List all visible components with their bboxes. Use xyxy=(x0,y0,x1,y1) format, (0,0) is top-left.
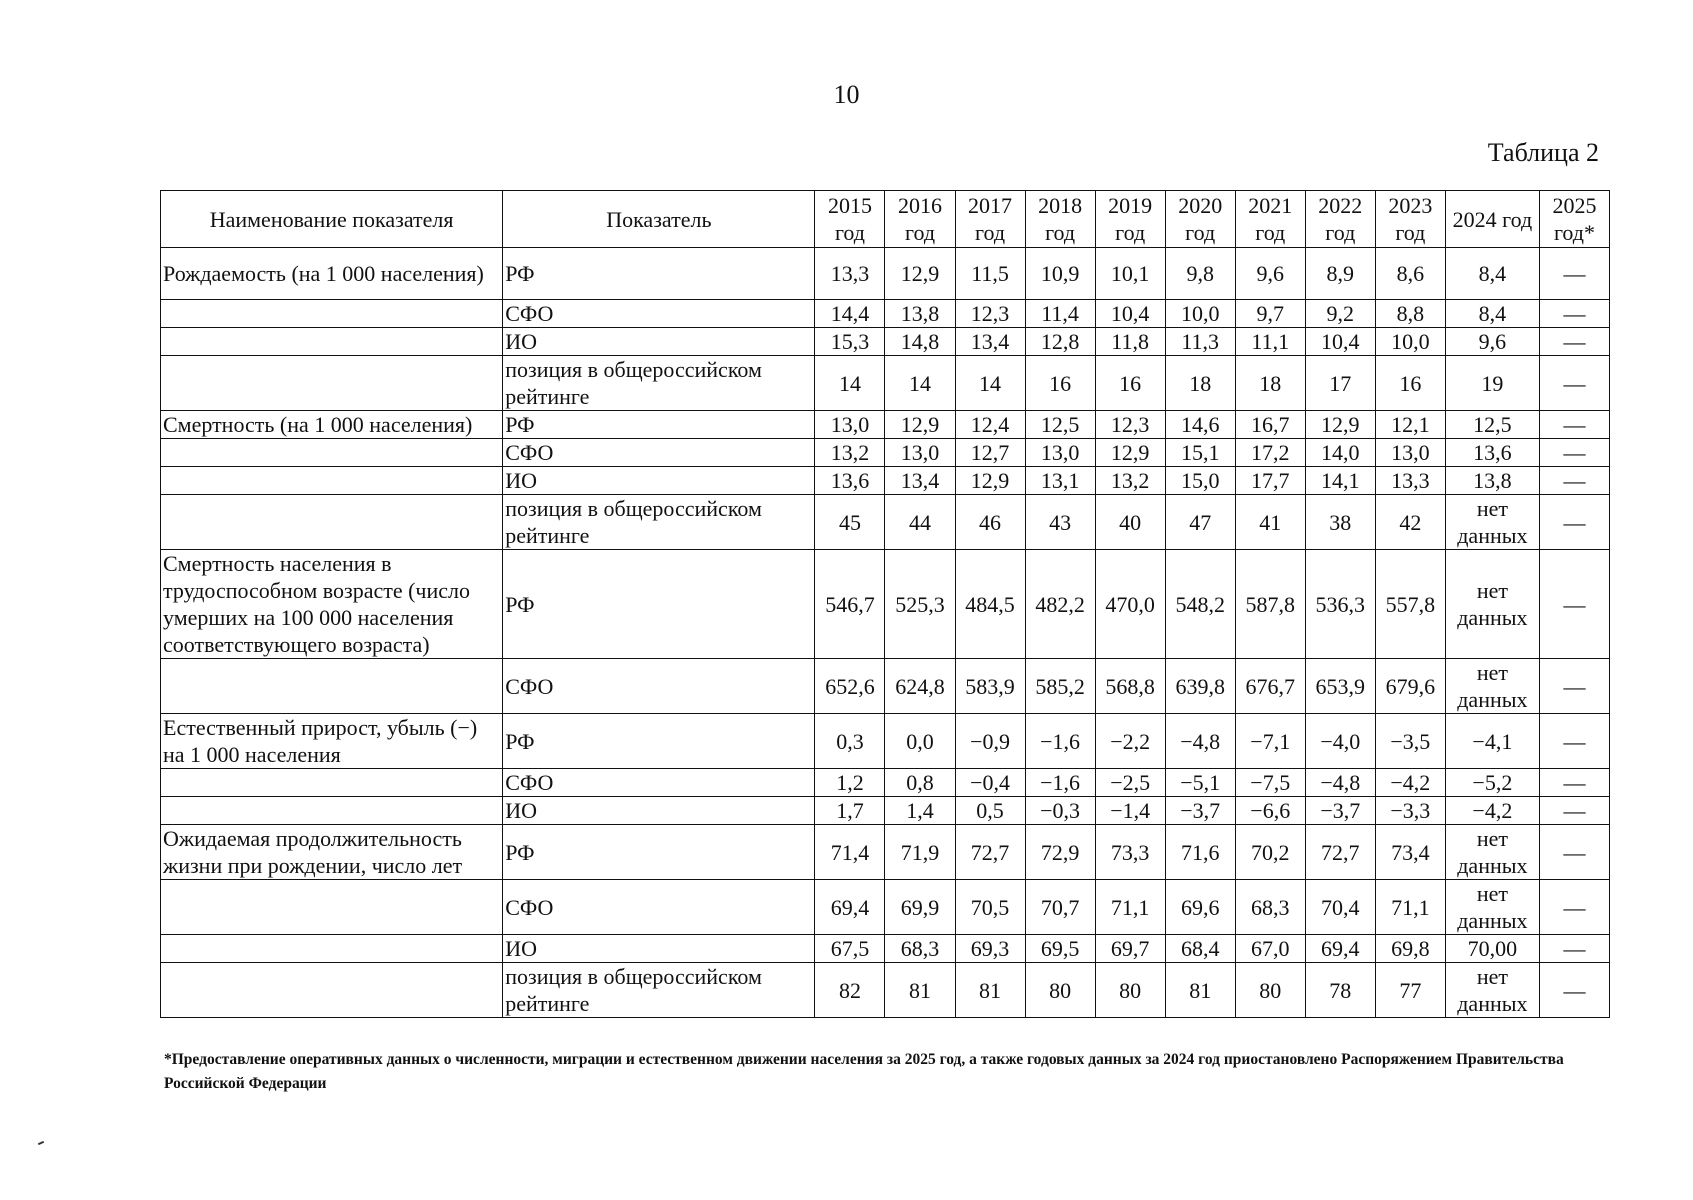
table-cell: 73,3 xyxy=(1095,825,1165,880)
row-indicator: позиция в общероссийском рейтинге xyxy=(503,963,815,1018)
table-cell: 11,5 xyxy=(955,248,1025,300)
table-cell: 9,6 xyxy=(1445,328,1539,356)
table-cell: 484,5 xyxy=(955,550,1025,659)
table-cell: 13,4 xyxy=(955,328,1025,356)
table-cell: 13,0 xyxy=(885,439,955,467)
table-cell: −0,3 xyxy=(1025,797,1095,825)
row-indicator-name xyxy=(161,659,503,714)
table-row xyxy=(161,880,1610,935)
table-cell: −2,5 xyxy=(1095,769,1165,797)
table-cell: −5,2 xyxy=(1445,769,1539,797)
table-cell: −3,5 xyxy=(1375,714,1445,769)
table-cell: нет данных xyxy=(1445,963,1539,1018)
row-indicator-name xyxy=(161,328,503,356)
row-indicator: СФО xyxy=(503,769,815,797)
table-cell: — xyxy=(1539,825,1609,880)
table-cell: 42 xyxy=(1375,495,1445,550)
table-cell: −4,8 xyxy=(1165,714,1235,769)
table-cell: 557,8 xyxy=(1375,550,1445,659)
row-indicator-name: Смертность населения в трудоспособном возрасте (число умерших на 100 000 населения соответствующего возраста) xyxy=(161,550,503,659)
table-cell: 70,2 xyxy=(1235,825,1305,880)
table-cell: 71,1 xyxy=(1095,880,1165,935)
table-cell: 482,2 xyxy=(1025,550,1095,659)
row-indicator-name xyxy=(161,300,503,328)
table-cell: 12,9 xyxy=(885,411,955,439)
table-cell: 9,8 xyxy=(1165,248,1235,300)
table-cell: 12,1 xyxy=(1375,411,1445,439)
table-cell: 69,4 xyxy=(1305,935,1375,963)
table-cell: 81 xyxy=(1165,963,1235,1018)
table-cell: 13,1 xyxy=(1025,467,1095,495)
table-cell: 13,2 xyxy=(815,439,885,467)
table-cell: 676,7 xyxy=(1235,659,1305,714)
table-row xyxy=(161,248,1610,300)
table-cell: 15,3 xyxy=(815,328,885,356)
table-cell: — xyxy=(1539,495,1609,550)
table-cell: 72,7 xyxy=(1305,825,1375,880)
table-cell: 568,8 xyxy=(1095,659,1165,714)
table-cell: 13,6 xyxy=(815,467,885,495)
table-cell: 43 xyxy=(1025,495,1095,550)
table-cell: 12,4 xyxy=(955,411,1025,439)
table-cell: 9,2 xyxy=(1305,300,1375,328)
header-year: 2022 год xyxy=(1305,191,1375,248)
table-cell: 70,00 xyxy=(1445,935,1539,963)
table-cell: 0,3 xyxy=(815,714,885,769)
table-cell: 11,3 xyxy=(1165,328,1235,356)
table-cell: 80 xyxy=(1235,963,1305,1018)
table-cell: нет данных xyxy=(1445,880,1539,935)
table-cell: 587,8 xyxy=(1235,550,1305,659)
table-cell: 1,7 xyxy=(815,797,885,825)
header-year: 2016 год xyxy=(885,191,955,248)
table-cell: нет данных xyxy=(1445,550,1539,659)
table-row xyxy=(161,714,1610,769)
table-cell: 18 xyxy=(1235,356,1305,411)
table-cell: 16 xyxy=(1025,356,1095,411)
statistics-table xyxy=(160,190,1610,1018)
row-indicator: РФ xyxy=(503,550,815,659)
table-cell: 585,2 xyxy=(1025,659,1095,714)
table-cell: 70,7 xyxy=(1025,880,1095,935)
table-row xyxy=(161,769,1610,797)
table-cell: 15,0 xyxy=(1165,467,1235,495)
table-cell: 17,7 xyxy=(1235,467,1305,495)
row-indicator: позиция в общероссийском рейтинге xyxy=(503,495,815,550)
table-cell: 11,1 xyxy=(1235,328,1305,356)
table-cell: 14,1 xyxy=(1305,467,1375,495)
table-cell: −0,4 xyxy=(955,769,1025,797)
table-cell: 70,5 xyxy=(955,880,1025,935)
header-indicator-name: Наименование показателя xyxy=(161,191,503,248)
table-cell: — xyxy=(1539,300,1609,328)
table-cell: 1,2 xyxy=(815,769,885,797)
table-cell: 12,5 xyxy=(1025,411,1095,439)
table-cell: 679,6 xyxy=(1375,659,1445,714)
table-row xyxy=(161,797,1610,825)
table-cell: нет данных xyxy=(1445,495,1539,550)
table-cell: 13,3 xyxy=(815,248,885,300)
table-cell: 69,8 xyxy=(1375,935,1445,963)
table-cell: 8,6 xyxy=(1375,248,1445,300)
table-cell: нет данных xyxy=(1445,659,1539,714)
table-cell: 10,0 xyxy=(1375,328,1445,356)
table-caption: Таблица 2 xyxy=(1487,138,1599,167)
row-indicator: СФО xyxy=(503,659,815,714)
header-year: 2021 год xyxy=(1235,191,1305,248)
table-cell: 16 xyxy=(1375,356,1445,411)
table-cell: 13,4 xyxy=(885,467,955,495)
table-cell: 8,9 xyxy=(1305,248,1375,300)
table-cell: 10,0 xyxy=(1165,300,1235,328)
table-cell: 47 xyxy=(1165,495,1235,550)
table-row xyxy=(161,300,1610,328)
row-indicator-name xyxy=(161,467,503,495)
table-cell: 67,0 xyxy=(1235,935,1305,963)
table-cell: 12,9 xyxy=(955,467,1025,495)
scan-mark xyxy=(38,1141,44,1145)
table-cell: −1,6 xyxy=(1025,769,1095,797)
table-cell: 11,4 xyxy=(1025,300,1095,328)
table-cell: 12,5 xyxy=(1445,411,1539,439)
table-cell: 81 xyxy=(955,963,1025,1018)
table-cell: 8,4 xyxy=(1445,248,1539,300)
table-cell: 9,7 xyxy=(1235,300,1305,328)
row-indicator: ИО xyxy=(503,797,815,825)
table-cell: 72,7 xyxy=(955,825,1025,880)
table-cell: — xyxy=(1539,356,1609,411)
table-cell: 13,2 xyxy=(1095,467,1165,495)
table-cell: 18 xyxy=(1165,356,1235,411)
table-cell: 13,0 xyxy=(815,411,885,439)
header-year: 2023 год xyxy=(1375,191,1445,248)
table-cell: 17,2 xyxy=(1235,439,1305,467)
header-year: 2015 год xyxy=(815,191,885,248)
table-cell: −3,7 xyxy=(1165,797,1235,825)
table-row xyxy=(161,439,1610,467)
table-cell: — xyxy=(1539,467,1609,495)
table-cell: 13,0 xyxy=(1025,439,1095,467)
table-cell: 13,3 xyxy=(1375,467,1445,495)
table-cell: −4,8 xyxy=(1305,769,1375,797)
table-cell: 13,8 xyxy=(885,300,955,328)
table-cell: 652,6 xyxy=(815,659,885,714)
table-row xyxy=(161,659,1610,714)
table-cell: 10,9 xyxy=(1025,248,1095,300)
row-indicator: ИО xyxy=(503,467,815,495)
table-cell: 0,0 xyxy=(885,714,955,769)
table-cell: 12,9 xyxy=(885,248,955,300)
table-cell: 0,5 xyxy=(955,797,1025,825)
table-cell: 13,0 xyxy=(1375,439,1445,467)
table-cell: 14 xyxy=(885,356,955,411)
row-indicator-name xyxy=(161,963,503,1018)
table-row xyxy=(161,467,1610,495)
table-cell: 653,9 xyxy=(1305,659,1375,714)
table-cell: 11,8 xyxy=(1095,328,1165,356)
table-row xyxy=(161,550,1610,659)
row-indicator-name: Естественный прирост, убыль (−) на 1 000 населения xyxy=(161,714,503,769)
table-row xyxy=(161,963,1610,1018)
table-cell: 12,3 xyxy=(955,300,1025,328)
row-indicator: РФ xyxy=(503,411,815,439)
page-number: 10 xyxy=(833,80,860,109)
header-year: 2017 год xyxy=(955,191,1025,248)
table-cell: 12,9 xyxy=(1305,411,1375,439)
table-cell: −3,3 xyxy=(1375,797,1445,825)
table-cell: 583,9 xyxy=(955,659,1025,714)
table-cell: — xyxy=(1539,797,1609,825)
row-indicator: РФ xyxy=(503,714,815,769)
table-cell: 16,7 xyxy=(1235,411,1305,439)
row-indicator: РФ xyxy=(503,248,815,300)
table-cell: 80 xyxy=(1025,963,1095,1018)
header-year: 2018 год xyxy=(1025,191,1095,248)
header-year: 2019 год xyxy=(1095,191,1165,248)
table-cell: 69,4 xyxy=(815,880,885,935)
table-cell: — xyxy=(1539,248,1609,300)
table-cell: 40 xyxy=(1095,495,1165,550)
table-cell: 69,6 xyxy=(1165,880,1235,935)
table-cell: 8,8 xyxy=(1375,300,1445,328)
table-cell: 80 xyxy=(1095,963,1165,1018)
table-cell: 81 xyxy=(885,963,955,1018)
table-cell: 9,6 xyxy=(1235,248,1305,300)
table-cell: 12,9 xyxy=(1095,439,1165,467)
table-cell: 38 xyxy=(1305,495,1375,550)
row-indicator: СФО xyxy=(503,300,815,328)
table-row xyxy=(161,356,1610,411)
table-cell: 12,7 xyxy=(955,439,1025,467)
table-cell: 14 xyxy=(955,356,1025,411)
table-cell: 13,8 xyxy=(1445,467,1539,495)
table-cell: 46 xyxy=(955,495,1025,550)
table-cell: 71,6 xyxy=(1165,825,1235,880)
row-indicator: РФ xyxy=(503,825,815,880)
table-cell: 546,7 xyxy=(815,550,885,659)
row-indicator-name xyxy=(161,935,503,963)
table-cell: 77 xyxy=(1375,963,1445,1018)
table-cell: 14 xyxy=(815,356,885,411)
table-cell: 12,8 xyxy=(1025,328,1095,356)
table-cell: нет данных xyxy=(1445,825,1539,880)
row-indicator-name xyxy=(161,356,503,411)
table-cell: 73,4 xyxy=(1375,825,1445,880)
table-cell: 13,6 xyxy=(1445,439,1539,467)
table-cell: 10,1 xyxy=(1095,248,1165,300)
table-cell: — xyxy=(1539,439,1609,467)
table-row xyxy=(161,328,1610,356)
table-row xyxy=(161,935,1610,963)
table-cell: — xyxy=(1539,659,1609,714)
row-indicator-name: Смертность (на 1 000 населения) xyxy=(161,411,503,439)
table-cell: 14,0 xyxy=(1305,439,1375,467)
table-cell: −2,2 xyxy=(1095,714,1165,769)
row-indicator-name: Рождаемость (на 1 000 населения) xyxy=(161,248,503,300)
row-indicator: ИО xyxy=(503,935,815,963)
table-cell: 69,3 xyxy=(955,935,1025,963)
table-cell: 0,8 xyxy=(885,769,955,797)
table-cell: — xyxy=(1539,550,1609,659)
table-cell: 71,4 xyxy=(815,825,885,880)
table-cell: 14,8 xyxy=(885,328,955,356)
table-cell: — xyxy=(1539,963,1609,1018)
row-indicator: позиция в общероссийском рейтинге xyxy=(503,356,815,411)
table-cell: 19 xyxy=(1445,356,1539,411)
table-cell: 536,3 xyxy=(1305,550,1375,659)
table-cell: −4,2 xyxy=(1445,797,1539,825)
table-cell: 78 xyxy=(1305,963,1375,1018)
table-cell: 71,9 xyxy=(885,825,955,880)
table-cell: 10,4 xyxy=(1305,328,1375,356)
table-cell: 15,1 xyxy=(1165,439,1235,467)
table-cell: −4,2 xyxy=(1375,769,1445,797)
table-cell: −5,1 xyxy=(1165,769,1235,797)
table-cell: — xyxy=(1539,769,1609,797)
table-cell: 548,2 xyxy=(1165,550,1235,659)
table-cell: 82 xyxy=(815,963,885,1018)
table-cell: −4,0 xyxy=(1305,714,1375,769)
row-indicator-name: Ожидаемая продолжительность жизни при рождении, число лет xyxy=(161,825,503,880)
table-cell: 70,4 xyxy=(1305,880,1375,935)
table-cell: −3,7 xyxy=(1305,797,1375,825)
table-cell: −1,6 xyxy=(1025,714,1095,769)
row-indicator-name xyxy=(161,439,503,467)
table-row xyxy=(161,825,1610,880)
table-cell: — xyxy=(1539,714,1609,769)
row-indicator-name xyxy=(161,495,503,550)
table-cell: — xyxy=(1539,328,1609,356)
table-cell: — xyxy=(1539,411,1609,439)
table-cell: −0,9 xyxy=(955,714,1025,769)
table-cell: 68,3 xyxy=(885,935,955,963)
table-cell: 10,4 xyxy=(1095,300,1165,328)
table-cell: 525,3 xyxy=(885,550,955,659)
table-cell: −1,4 xyxy=(1095,797,1165,825)
table-cell: 14,4 xyxy=(815,300,885,328)
table-cell: −4,1 xyxy=(1445,714,1539,769)
table-cell: 44 xyxy=(885,495,955,550)
footnote: *Предоставление оперативных данных о численности, миграции и естественном движении населения за 2025 год, а также годовых данных за 2024 год приостановлено Распоряжением Правительства Российской Федерации xyxy=(164,1051,1564,1092)
table-cell: 45 xyxy=(815,495,885,550)
table-cell: — xyxy=(1539,880,1609,935)
table-cell: 624,8 xyxy=(885,659,955,714)
table-cell: 72,9 xyxy=(1025,825,1095,880)
table-cell: −7,1 xyxy=(1235,714,1305,769)
header-year: 2025 год* xyxy=(1539,191,1609,248)
table-cell: 67,5 xyxy=(815,935,885,963)
row-indicator-name xyxy=(161,880,503,935)
table-cell: 1,4 xyxy=(885,797,955,825)
table-cell: 470,0 xyxy=(1095,550,1165,659)
table-cell: — xyxy=(1539,935,1609,963)
table-cell: 71,1 xyxy=(1375,880,1445,935)
header-year: 2024 год xyxy=(1445,191,1539,248)
table-cell: 69,5 xyxy=(1025,935,1095,963)
table-cell: 41 xyxy=(1235,495,1305,550)
table-cell: 14,6 xyxy=(1165,411,1235,439)
table-header-row xyxy=(161,191,1610,248)
row-indicator: СФО xyxy=(503,880,815,935)
table-row xyxy=(161,411,1610,439)
table-row xyxy=(161,495,1610,550)
row-indicator: СФО xyxy=(503,439,815,467)
table-cell: 16 xyxy=(1095,356,1165,411)
table-cell: 68,3 xyxy=(1235,880,1305,935)
header-indicator: Показатель xyxy=(503,191,815,248)
table-cell: 69,9 xyxy=(885,880,955,935)
table-cell: 69,7 xyxy=(1095,935,1165,963)
row-indicator-name xyxy=(161,797,503,825)
row-indicator-name xyxy=(161,769,503,797)
table-cell: 68,4 xyxy=(1165,935,1235,963)
table-cell: 17 xyxy=(1305,356,1375,411)
table-cell: 8,4 xyxy=(1445,300,1539,328)
header-year: 2020 год xyxy=(1165,191,1235,248)
table-cell: 12,3 xyxy=(1095,411,1165,439)
table-cell: −7,5 xyxy=(1235,769,1305,797)
table-cell: 639,8 xyxy=(1165,659,1235,714)
row-indicator: ИО xyxy=(503,328,815,356)
table-cell: −6,6 xyxy=(1235,797,1305,825)
